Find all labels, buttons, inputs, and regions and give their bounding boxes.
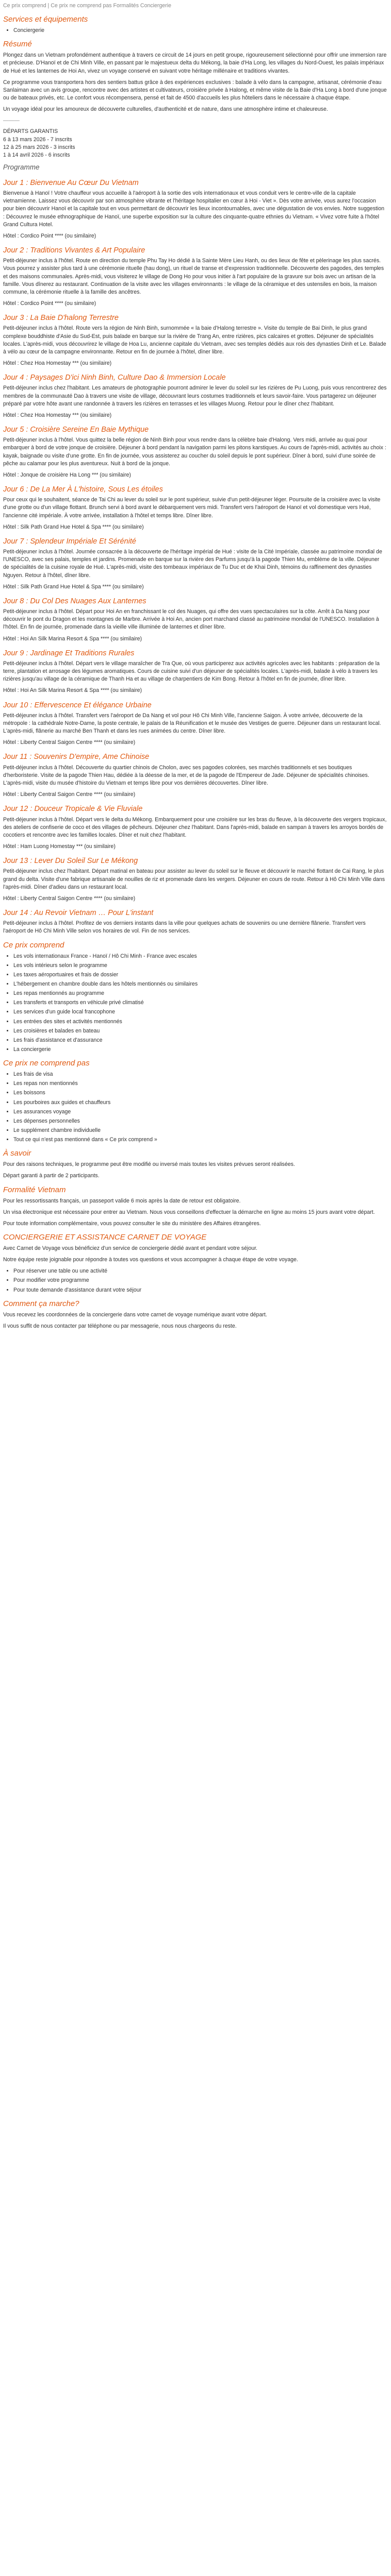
includes-list [3, 953, 387, 1054]
services-list [3, 27, 387, 35]
day-description: Petit-déjeuner inclus à l'hôtel. Découverte du quartier chinois de Cholon, avec ses pagodes colorées, ses marchés traditionnels et ses boutiques d'herboristerie. Visite de la pagode Thien Hau, dédiée à la déesse de la mer, et de la pagode de l'Empereur de Jade. Déjeuner de spécialités chinoises. L'après-midi, visite du musée d'histoire du Vietnam et temps libre pour vos dernières découvertes. Dîner libre. [3, 764, 369, 787]
avoir-paragraph: Départ garanti à partir de 2 participants. [3, 1173, 100, 1179]
formalites-paragraph: Un visa électronique est nécessaire pour entrer au Vietnam. Nous vous conseillons d'effectuer la démarche en ligne au moins 15 jours avant votre départ. [3, 1209, 375, 1215]
list-item: • Conciergerie [13, 27, 387, 35]
resume-paragraph: Un voyage idéal pour les amoureux de découverte culturelles, d'authenticité et de nature, dans une atmosphère intime et chaleureuse. [3, 106, 328, 113]
list-item: • L'hébergement en chambre double dans les hôtels mentionnés ou similaires [13, 980, 387, 988]
list-item: • Les croisières et balades en bateau [13, 1027, 387, 1035]
conciergerie-title: CONCIERGERIE ET ASSISTANCE CARNET DE VOYAGE [3, 1232, 207, 1242]
conciergerie-paragraph: Notre équipe reste joignable pour répondre à toutes vos questions et vous accompagner à chaque étape de votre voyage. [3, 1257, 298, 1263]
formalites-paragraph: Pour les ressortissants français, un passeport valide 6 mois après la date de retour est obligatoire. [3, 1197, 241, 1204]
contact-paragraph: Vous recevez les coordonnées de la conciergerie dans votre carnet de voyage numérique avant votre départ. [3, 1311, 267, 1318]
excludes-list [3, 1071, 387, 1144]
day-hotel: Hôtel : Cordico Point **** (ou similaire) [3, 232, 96, 239]
day-hotel: Hôtel : Chez Hoa Homestay *** (ou similaire) [3, 412, 112, 418]
list-item: • Les taxes aéroportuaires et frais de dossier [13, 971, 387, 979]
list-item: • Pour modifier votre programme [13, 1277, 387, 1284]
list-item: • Le supplément chambre individuelle [13, 1127, 387, 1134]
day-title: Jour 2 : Traditions Vivantes & Art Populaire [3, 246, 145, 255]
day-description: Petit-déjeuner inclus à l'hôtel. Départ vers le village maraîcher de Tra Que, où vous participerez aux activités agricoles avec les habitants : préparation de la terre, plantation et arrosage des légumes aromatiques. Cours de cuisine suivi d'un déjeuner de spécialités locales. L'après-midi, balade à vélo à travers les rizières jusqu'au village de la céramique de Thanh Ha et au village de charpentiers de Kim Bong. Retour à l'hôtel en fin de journée, dîner libre. [3, 660, 380, 683]
day-title: Jour 13 : Lever Du Soleil Sur Le Mékong [3, 857, 138, 866]
resume-paragraph: Plongez dans un Vietnam profondément authentique à travers ce circuit de 14 jours en petit groupe, rigoureusement sélectionné pour offrir une immersion rare et précieuse. D'Hanoï et de Chi Minh Ville, en passant par le majestueux delta du Mékong, la baie d'Ha Long, les villages du Nord-Ouest, les palais impériaux de Hué et les lanternes de Hoi An, vivez un voyage conservé en suivant votre héritage millénaire et traditions vivantes. [3, 52, 387, 74]
contact-paragraph: Il vous suffit de nous contacter par téléphone ou par messagerie, nous nous chargeons du reste. [3, 1323, 237, 1329]
day-hotel: Hôtel : Cordico Point **** (ou similaire) [3, 300, 96, 307]
departure-date: 1 à 14 avril 2026 - 6 inscrits [3, 151, 70, 158]
day-title: Jour 11 : Souvenirs D'empire, Ame Chinoise [3, 753, 150, 761]
day-title: Jour 14 : Au Revoir Vietnam … Pour L'instant [3, 909, 154, 918]
day-description: Petit-déjeuner inclus à l'hôtel. Route en direction du temple Phu Tay Ho dédié à la Sainte Mère Lieu Hanh, ou des lieux de fête et pèlerinage les plus sacrés. Vous pourrez y assister plus tard à une cérémonie rituelle (hau dong), un rituel de transe et d'expression traditionnelle. Découverte des pagodes, des temples et des maisons communales. Après-midi, vous visiterez le village de Dong Ho pour vous initier à l'art populaire de la gravure sur bois avec un artisan de la famille. Vous dînerez au restaurant. Continuation de la visite avec les villages environnants : le village de la céramique et des ustensiles en bois, la maison commune, la cérémonie rituelle à la famille des ancêtres. [3, 258, 384, 295]
list-item: • Les assurances voyage [13, 1108, 387, 1116]
day-description: Petit-déjeuner inclus à l'hôtel. Journée consacrée à la découverte de l'héritage impérial de Hué : visite de la Cité Impériale, classée au patrimoine mondial de l'UNESCO, avec ses palais, temples et jardins. Promenade en barque sur la rivière des Parfums jusqu'à la pagode Thien Mu, emblème de la ville. Déjeuner de spécialités de la cuisine royale de Hué. L'après-midi, visite des tombeaux impériaux de Tu Duc et de Khai Dinh, témoins du raffinement des dynasties Nguyen. Retour à l'hôtel, dîner libre. [3, 549, 382, 579]
day-description: Petit-déjeuner inclus à l'hôtel. Profitez de vos derniers instants dans la ville pour quelques achats de souvenirs ou une dernière flânerie. Transfert vers l'aéroport de Hô Chi Minh Ville selon vos horaires de vol. Fin de nos services. [3, 920, 366, 935]
day-title: Jour 3 : La Baie D'halong Terrestre [3, 314, 119, 323]
day-title: Jour 1 : Bienvenue Au Cœur Du Vietnam [3, 178, 139, 187]
avoir-title: À savoir [3, 1149, 31, 1158]
breadcrumb: Ce prix comprend | Ce prix ne comprend pas Formalités Conciergerie [3, 3, 171, 9]
excludes-title: Ce prix ne comprend pas [3, 1059, 90, 1068]
day-hotel: Hôtel : Liberty Central Saigon Centre **** (ou similaire) [3, 895, 136, 902]
day-description: Petit-déjeuner inclus à l'hôtel. Vous quittez la belle région de Ninh Binh pour vous rendre dans la célèbre baie d'Halong. Vers midi, arrivée au quai pour embarquer à bord de votre jonque de croisière. Déjeuner à bord pendant la navigation parmi les pitons karstiques. Au cours de l'après-midi, activités au choix : kayak, baignade ou visite d'une grotte. En fin de journée, vous assisterez au coucher du soleil depuis le pont supérieur. Dîner à bord, suivi d'une soirée de pêche au calamar pour les plus aventureux. Nuit à bord de la jonque. [3, 437, 386, 467]
day-hotel: Hôtel : Jonque de croisière Ha Long *** (ou similaire) [3, 471, 131, 478]
list-item: • Les vols intérieurs selon le programme [13, 962, 387, 970]
conciergerie-list [3, 1267, 387, 1294]
day-title: Jour 4 : Paysages D'ici Ninh Binh, Culture Dao & Immersion Locale [3, 374, 226, 382]
list-item: • Pour réserver une table ou une activité [13, 1267, 387, 1275]
day-description: Bienvenue à Hanoï ! Votre chauffeur vous accueille à l'aéroport à la sortie des vols internationaux et vous conduit vers le centre-ville de la capitale vietnamienne. Laissez vous découvrir par son atmosphère vibrante et l'héritage hospitalier en cœur à Hoi - Viet ». Dès votre arrivée, vous aurez l'occasion pour bien découvrir Hanoï et la capitale tout en vous permettant de découvrir les lieux incontournables, avec une dégustation de vos envies. Notre suggestion : Découvrez le musée ethnographique de Hanoï, une superbe exposition sur la culture des cinquante-quatre ethnies du Vietnam. « Vivez votre fuite à l'hôtel Grand Cultura Hotel. [3, 190, 385, 228]
services-title: Services et équipements [3, 15, 88, 24]
program-title: Programme [3, 163, 40, 171]
list-item: • Les services d'un guide local francophone [13, 1008, 387, 1016]
day-description: Petit-déjeuner inclus à l'hôtel. Départ vers le delta du Mékong. Embarquement pour une croisière sur les bras du fleuve, à la découverte des vergers tropicaux, des ateliers de confiserie de coco et des villages de pêcheurs. Déjeuner chez l'habitant. Dans l'après-midi, balade en sampan à travers les arroyos bordés de cocotiers et rencontre avec les familles locales. Dîner et nuit chez l'habitant. [3, 816, 387, 838]
day-title: Jour 10 : Effervescence Et élégance Urbaine [3, 701, 152, 709]
day-hotel: Hôtel : Liberty Central Saigon Centre **** (ou similaire) [3, 739, 136, 746]
conciergerie-paragraph: Avec Carnet de Voyage vous bénéficiez d'un service de conciergerie dédié avant et pendant votre séjour. [3, 1245, 257, 1251]
list-item: • Les boissons [13, 1089, 387, 1097]
list-item: • Les entrées des sites et activités mentionnés [13, 1018, 387, 1026]
day-title: Jour 5 : Croisière Sereine En Baie Mythique [3, 426, 149, 434]
list-item: • Les frais de visa [13, 1071, 387, 1078]
dates-title: DÉPARTS GARANTIS [3, 128, 58, 135]
separator: ——— [3, 117, 20, 124]
day-description: Petit-déjeuner inclus chez l'habitant. Les amateurs de photographie pourront admirer le lever du soleil sur les rizières de Pu Luong, puis vous rencontrerez des membres de la communauté Dao à travers une visite de village, découvrant leurs costumes traditionnels et leurs savoir-faire. Vous partagerez un déjeuner préparé par votre hôte avant une randonnée à travers les rizières en terrasses et les villages Muong. Retour pour le dîner chez l'habitant. [3, 385, 387, 407]
day-hotel: Hôtel : Silk Path Grand Hue Hotel & Spa **** (ou similaire) [3, 583, 144, 590]
day-hotel: Hôtel : Ham Luong Homestay *** (ou similaire) [3, 843, 116, 850]
departure-date: 12 à 25 mars 2026 - 3 inscrits [3, 144, 75, 150]
contact-title: Comment ça marche? [3, 1299, 79, 1308]
resume-title: Résumé [3, 40, 32, 49]
list-item: • Les frais d'assistance et d'assurance [13, 1037, 387, 1044]
day-hotel: Hôtel : Hoi An Silk Marina Resort & Spa **** (ou similaire) [3, 635, 142, 642]
includes-title: Ce prix comprend [3, 940, 64, 950]
day-description: Petit-déjeuner inclus chez l'habitant. Départ matinal en bateau pour assister au lever du soleil sur le fleuve et découvrir le marché flottant de Cai Rang, le plus grand du delta. Visite d'une fabrique artisanale de nouilles de riz et promenade dans les vergers. Déjeuner en cours de route. Retour à Hô Chi Minh Ville dans l'après-midi. Dîner d'adieu dans un restaurant local. [3, 868, 385, 890]
list-item: • Les vols internationaux France - Hanoï / Hô Chi Minh - France avec escales [13, 953, 387, 960]
day-title: Jour 6 : De La Mer À L'histoire, Sous Les étoiles [3, 485, 163, 494]
day-description: Pour ceux qui le souhaitent, séance de Tai Chi au lever du soleil sur le pont supérieur, suivie d'un petit-déjeuner léger. Poursuite de la croisière avec la visite d'une grotte ou d'un village flottant. Brunch servi à bord avant le débarquement vers midi. Transfert vers l'aéroport de Hanoï et vol domestique vers Hué, l'ancienne cité impériale. À votre arrivée, installation à l'hôtel et temps libre. Dîner libre. [3, 497, 381, 519]
day-description: Petit-déjeuner inclus à l'hôtel. Route vers la région de Ninh Binh, surnommée « la baie d'Halong terrestre ». Visite du temple de Bai Dinh, le plus grand complexe bouddhiste d'Asie du Sud-Est, puis balade en barque sur la rivière de Trang An, entre rizières, pics calcaires et grottes. Déjeuner de spécialités locales. L'après-midi, vous découvrirez le village de Hoa Lu, ancienne capitale du Vietnam, avec ses temples dédiés aux rois des dynasties Dinh et Le. Balade à vélo au cœur de la campagne environnante. Retour en fin de journée à l'hôtel, dîner libre. [3, 325, 386, 355]
formalites-paragraph: Pour toute information complémentaire, vous pouvez consulter le site du ministère des Affaires étrangères. [3, 1220, 261, 1227]
day-title: Jour 8 : Du Col Des Nuages Aux Lanternes [3, 597, 146, 605]
day-hotel: Hôtel : Liberty Central Saigon Centre **** (ou similaire) [3, 791, 136, 798]
day-title: Jour 12 : Douceur Tropicale & Vie Fluviale [3, 805, 143, 814]
program-days [3, 178, 387, 936]
list-item: • Les dépenses personnelles [13, 1117, 387, 1125]
resume-paragraph: Ce programme vous transportera hors des sentiers battus grâce à des expériences exclusives : balade à vélo dans la campagne, artisanat, cérémonie d'eau Sanlaiman avec un avis groupe, rencontre avec des artistes et cultivateurs, croisière privée à Halong, et même visite de la Baie d'Ha Long à bord d'une jonque ou de bateaux privés, etc. Le confort vous récompensera, pensé et fait de 4500 d'accueils les plus hôteliers dans le nécessaire à chaque étape. [3, 79, 387, 101]
list-item: • Les transferts et transports en véhicule privé climatisé [13, 999, 387, 1007]
list-item: • Pour toute demande d'assistance durant votre séjour [13, 1286, 387, 1294]
day-description: Petit-déjeuner inclus à l'hôtel. Transfert vers l'aéroport de Da Nang et vol pour Hô Chi Minh Ville, l'ancienne Saigon. À votre arrivée, découverte de la métropole : la cathédrale Notre-Dame, la poste centrale, le palais de la Réunification et le musée des Vestiges de guerre. Déjeuner dans un restaurant local. L'après-midi, flânerie au marché Ben Thanh et dans les rues animées du centre. Dîner libre. [3, 712, 381, 735]
day-title: Jour 7 : Splendeur Impériale Et Sérénité [3, 537, 136, 546]
day-hotel: Hôtel : Chez Hoa Homestay *** (ou similaire) [3, 360, 112, 366]
list-item: • Tout ce qui n'est pas mentionné dans « Ce prix comprend » [13, 1136, 387, 1144]
day-hotel: Hôtel : Hoi An Silk Marina Resort & Spa **** (ou similaire) [3, 687, 142, 694]
departure-date: 6 à 13 mars 2026 - 7 inscrits [3, 136, 72, 143]
formalites-title: Formalité Vietnam [3, 1185, 66, 1194]
list-item: • Les repas non mentionnés [13, 1080, 387, 1088]
list-item: • Les pourboires aux guides et chauffeurs [13, 1099, 387, 1107]
day-hotel: Hôtel : Silk Path Grand Hue Hotel & Spa **** (ou similaire) [3, 523, 144, 530]
day-description: Petit-déjeuner inclus à l'hôtel. Départ pour Hoi An en franchissant le col des Nuages, qui offre des vues spectaculaires sur la côte. Arrêt à Da Nang pour découvrir le pont du Dragon et les montagnes de Marbre. Arrivée à Hoi An, ancien port marchand classé au patrimoine mondial de l'UNESCO. Installation à l'hôtel. En fin de journée, promenade dans la vieille ville illuminée de lanternes et dîner libre. [3, 608, 379, 631]
day-title: Jour 9 : Jardinage Et Traditions Rurales [3, 649, 135, 657]
avoir-paragraph: Pour des raisons techniques, le programme peut être modifié ou inversé mais toutes les visites prévues seront réalisées. [3, 1161, 295, 1168]
list-item: • La conciergerie [13, 1046, 387, 1054]
list-item: • Les repas mentionnés au programme [13, 990, 387, 997]
